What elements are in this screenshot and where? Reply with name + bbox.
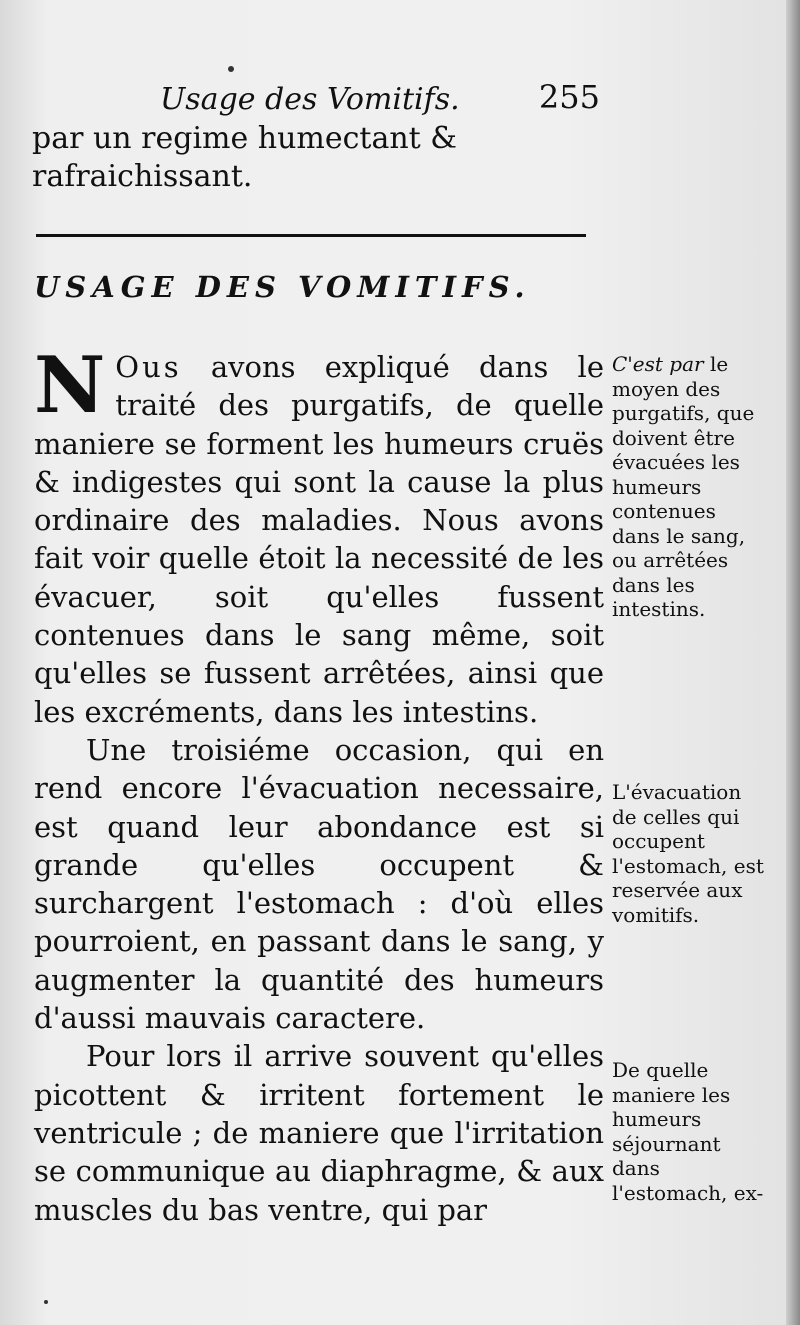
margin-note-1-text: le moyen des purgatifs, que doivent être évacuées les humeurs contenues dans le sang, ou arrêtées dans les intestins. (612, 352, 755, 621)
paragraph-1 (34, 340, 604, 731)
running-title: Usage des Vomitifs. (160, 82, 460, 117)
drop-cap: N (34, 340, 106, 431)
page-edge-shadow (786, 0, 800, 1325)
margin-note-3: De quelle maniere les humeurs séjournant dans l'estomach, ex- (612, 1058, 764, 1205)
margin-note-1 (612, 352, 764, 622)
page-number: 255 (538, 78, 600, 116)
ink-speck (228, 66, 234, 72)
paragraph-2: Une troisiéme occasion, qui en rend encore l'évacuation necessaire, est quand leur abondance est si grande qu'elles occupent & surchargent l'estomach : d'où elles pourroient, en passant dans le sang, y augmenter la quantité des humeurs d'aussi mauvais caractere. (34, 732, 604, 1036)
section-heading: USAGE DES VOMITIFS. (34, 270, 531, 304)
paragraph-3: Pour lors il arrive souvent qu'elles picottent & irritent fortement le ventricule ; de maniere que l'irritation se communique au diaphragme, & aux muscles du bas ventre, qui par (34, 1039, 604, 1227)
paragraph-1-text: avons expliqué dans le traité des purgatifs, de quelle maniere se forment les humeurs cruës & indigestes qui sont la cause la plus ordinaire des maladies. Nous avons fait voir quelle étoit la necessité de les évacuer, soit qu'elles fussent contenues dans le sang même, soit qu'elles se fussent arrêtées, ainsi que les excréments, dans les intestins. (34, 350, 604, 729)
section-divider (36, 234, 586, 237)
margin-note-1-lead: C'est par (612, 352, 704, 376)
margin-note-2: L'évacuation de celles qui occupent l'estomach, est reservée aux vomitifs. (612, 780, 764, 927)
drop-cap-continuation: Ous (115, 350, 182, 384)
carry-over-text: par un regime humectant & rafraichissant. (32, 121, 457, 194)
main-text (34, 340, 604, 1229)
ink-speck (44, 1300, 48, 1304)
running-header (150, 78, 600, 122)
